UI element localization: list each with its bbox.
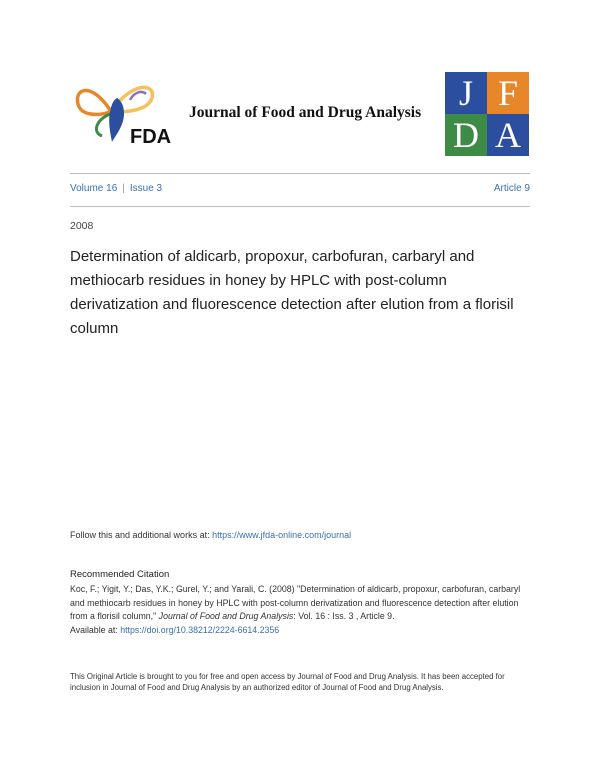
- follow-line: [70, 530, 351, 540]
- follow-prefix: Follow this and additional works at:: [70, 530, 213, 540]
- available-prefix: Available at:: [70, 624, 121, 635]
- jfda-letter-a: A: [495, 115, 521, 155]
- access-footnote: This Original Article is brought to you for free and open access by Journal of Food and Drug Analysis. It has been accepted for inclusion in Journal of Food and Drug Analysis by an authorized editor of Journal of Food and Drug Analysis.: [70, 672, 505, 692]
- divider-top: [70, 173, 530, 174]
- citation-authors-title: Koc, F.; Yigit, Y.; Das, Y.K.; Gurel, Y.; and Yarali, C. (2008) "Determination of aldicarb, propoxur, carbofuran, carbaryl and methiocarb residues in honey by HPLC with post-column derivatization and fluorescence detection after elution from a florisil column,": [70, 584, 521, 621]
- citation-volume-info: : Vol. 16 : Iss. 3 , Article 9.: [293, 611, 395, 621]
- issue-link[interactable]: Issue 3: [129, 183, 163, 194]
- recommended-citation-heading: Recommended Citation: [70, 569, 170, 580]
- fda-butterfly-logo: [72, 80, 182, 150]
- jfda-logo: [445, 72, 529, 156]
- publication-year: 2008: [70, 220, 94, 232]
- citation-text: [70, 583, 530, 637]
- journal-url-link[interactable]: https://www.jfda-online.com/journal: [212, 530, 352, 540]
- fda-logo-text: FDA: [130, 126, 172, 148]
- journal-name: Journal of Food and Drug Analysis: [189, 104, 422, 121]
- doi-link[interactable]: https://doi.org/10.38212/2224-6614.2356: [120, 624, 280, 635]
- jfda-letter-j: J: [458, 73, 473, 113]
- article-link[interactable]: Article 9: [493, 183, 530, 194]
- volume-link[interactable]: Volume 16: [70, 183, 118, 194]
- citation-journal: Journal of Food and Drug Analysis: [158, 611, 294, 621]
- issue-line: [70, 183, 530, 194]
- jfda-letter-d: D: [453, 115, 479, 155]
- article-title: Determination of aldicarb, propoxur, carbofuran, carbaryl and methiocarb residues in honey by HPLC with post-column derivatization and fluorescence detection after elution from a florisil column: [70, 248, 514, 337]
- jfda-letter-f: F: [497, 73, 519, 113]
- issue-separator: |: [122, 183, 125, 194]
- divider-middle: [70, 206, 530, 207]
